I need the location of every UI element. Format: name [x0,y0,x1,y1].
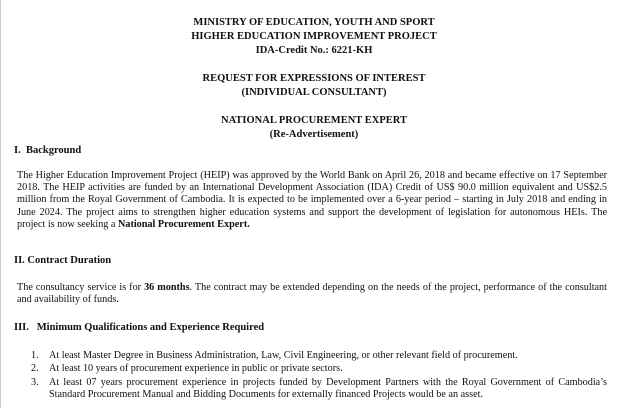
request-subtitle: (INDIVIDUAL CONSULTANT) [241,87,387,98]
section-heading-contract: II. Contract Duration [14,255,112,266]
project-title: HIGHER EDUCATION IMPROVEMENT PROJECT [191,31,437,42]
ministry-title: MINISTRY OF EDUCATION, YOUTH AND SPORT [193,17,435,28]
background-paragraph [17,170,607,231]
contract-text-after: . The contract may be extended depending on the needs of the project, performance of the consultant and availability of funds. [17,282,607,306]
background-bold-text: National Procurement Expert. [118,218,250,230]
background-text: The Higher Education Improvement Project (HEIP) was approved by the World Bank on April 26, 2018 and became effective on 17 September 2018. The HEIP activities are funded by an International Development Association (IDA) Credit of US$ 90.0 million equivalent and US$2.5 million from the Royal Government of Cambodia. It is expected to be implemented over a 6-year period – starting in July 2018 and ending in June 2024. The project aims to strengthen higher education systems and support the development of legislation for autonomous HEIs. The project is now seeking a [17,170,607,230]
credit-number: IDA-Credit No.: 6221-KH [255,45,373,56]
contract-paragraph [17,282,607,306]
list-item-text: At least 07 years procurement experience in projects funded by Development Partners with the Royal Government of Cambodia’s Standard Procurement Manual and Bidding Documents for externally financed Projects would be an asset. [49,377,607,401]
list-item-number: 1. [31,350,39,361]
list-item-text: At least Master Degree in Business Administration, Law, Civil Engineering, or other relevant field of procurement. [49,350,518,361]
position-subtitle: (Re-Advertisement) [269,129,359,140]
position-title: NATIONAL PROCUREMENT EXPERT [221,115,407,126]
list-item-text: At least 10 years of procurement experience in public or private sectors. [49,363,343,374]
list-item-number: 2. [31,363,39,374]
contract-duration-bold: 36 months [144,282,190,293]
request-title: REQUEST FOR EXPRESSIONS OF INTEREST [202,73,426,84]
contract-text-before: The consultancy service is for [17,282,145,293]
list-item-number: 3. [31,377,39,388]
section-heading-background: I. Background [14,145,82,156]
section-heading-qualifications: III. Minimum Qualifications and Experience Required [14,322,265,333]
